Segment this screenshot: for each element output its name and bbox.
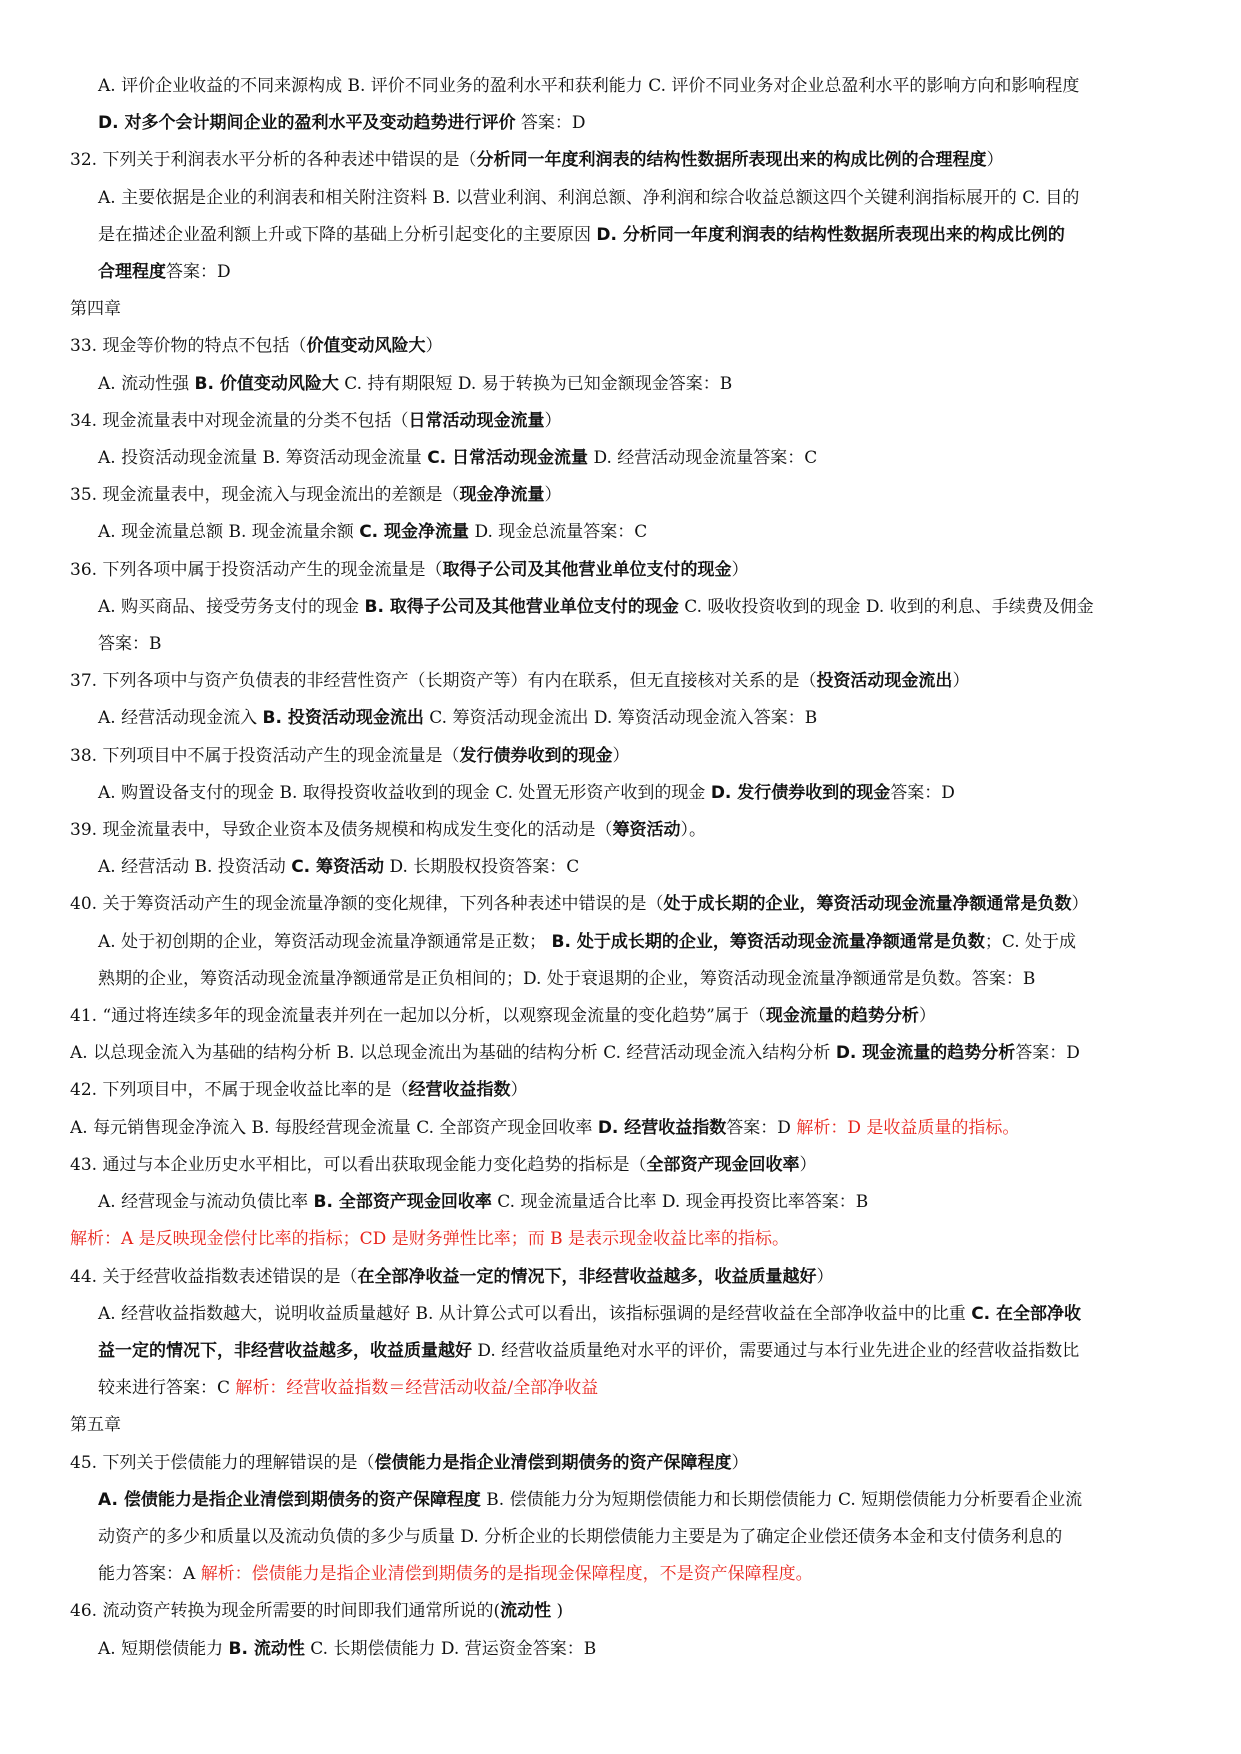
question-text: 第五章 bbox=[70, 1415, 121, 1436]
question-text: ） bbox=[986, 150, 1004, 171]
answer-text: 分析同一年度利润表的结构性数据所表现出来的构成比例的合理程度 bbox=[476, 150, 987, 171]
text-line bbox=[70, 1445, 1180, 1482]
question-text: C. 持有期限短 D. 易于转换为已知金额现金答案：B bbox=[338, 373, 733, 394]
question-text: A. 经营现金与流动负债比率 bbox=[98, 1192, 314, 1213]
question-text: 答案：B bbox=[98, 634, 162, 655]
text-line bbox=[70, 68, 1180, 105]
text-line bbox=[70, 886, 1180, 923]
question-text: ） bbox=[731, 1452, 749, 1473]
question-text: ） bbox=[544, 410, 562, 431]
answer-text: A. 偿债能力是指企业清偿到期债务的资产保障程度 bbox=[98, 1489, 481, 1510]
question-text: ） bbox=[952, 671, 970, 692]
question-text: 42. 下列项目中，不属于现金收益比率的是（ bbox=[70, 1080, 409, 1101]
text-line bbox=[70, 291, 1180, 328]
question-text: A. 处于初创期的企业，筹资活动现金流量净额通常是正数； bbox=[98, 931, 552, 952]
text-line bbox=[70, 1333, 1180, 1370]
answer-text: C. 在全部净收 bbox=[971, 1303, 1082, 1324]
answer-text: B. 取得子公司及其他营业单位支付的现金 bbox=[364, 596, 679, 617]
question-text: 45. 下列关于偿债能力的理解错误的是（ bbox=[70, 1452, 375, 1473]
question-text: A. 经营活动 B. 投资活动 bbox=[98, 857, 292, 878]
text-line bbox=[70, 477, 1180, 514]
answer-text: B. 流动性 bbox=[228, 1638, 305, 1659]
text-line bbox=[70, 1519, 1180, 1556]
question-text: A. 主要依据是企业的利润表和相关附注资料 B. 以营业利润、利润总额、净利润和综合收益总额这四个关键利润指标展开的 C. 目的 bbox=[98, 187, 1080, 208]
answer-text: 现金流量的趋势分析 bbox=[765, 1006, 919, 1027]
question-text: A. 评价企业收益的不同来源构成 B. 评价不同业务的盈利水平和获利能力 C. 评价不同业务对企业总盈利水平的影响方向和影响程度 bbox=[98, 76, 1080, 96]
text-line bbox=[70, 738, 1180, 775]
text-line bbox=[70, 1407, 1180, 1444]
text-line bbox=[70, 328, 1180, 365]
question-text: ；C. 处于成 bbox=[984, 931, 1077, 952]
answer-text: 益一定的情况下，非经营收益越多，收益质量越好 bbox=[98, 1340, 472, 1361]
text-line bbox=[70, 217, 1180, 254]
answer-text: C. 筹资活动 bbox=[291, 857, 385, 878]
text-line bbox=[70, 663, 1180, 700]
text-line bbox=[70, 812, 1180, 849]
text-line bbox=[70, 1370, 1180, 1407]
question-text: A. 投资活动现金流量 B. 筹资活动现金流量 bbox=[98, 448, 428, 469]
question-text: 38. 下列项目中不属于投资活动产生的现金流量是（ bbox=[70, 745, 460, 766]
question-text: A. 经营收益指数越大，说明收益质量越好 B. 从计算公式可以看出，该指标强调的是经营收益在全部净收益中的比重 bbox=[98, 1303, 972, 1324]
question-text: ) bbox=[551, 1601, 564, 1622]
text-line bbox=[70, 1631, 1180, 1668]
question-text: 43. 通过与本企业历史水平相比，可以看出获取现金能力变化趋势的指标是（ bbox=[70, 1154, 647, 1175]
answer-text: B. 价值变动风险大 bbox=[194, 373, 339, 394]
answer-text: C. 日常活动现金流量 bbox=[427, 448, 589, 469]
answer-text: 筹资活动 bbox=[612, 820, 681, 841]
text-line bbox=[70, 142, 1180, 179]
text-line bbox=[70, 700, 1180, 737]
question-text: 35. 现金流量表中，现金流入与现金流出的差额是（ bbox=[70, 485, 460, 506]
question-text: ） bbox=[425, 336, 443, 357]
answer-text: D. 分析同一年度利润表的结构性数据所表现出来的构成比例的 bbox=[596, 224, 1065, 245]
text-line bbox=[70, 589, 1180, 626]
answer-text: 发行债券收到的现金 bbox=[459, 745, 613, 766]
question-text: C. 现金流量适合比率 D. 现金再投资比率答案：B bbox=[491, 1192, 869, 1213]
question-text: A. 现金流量总额 B. 现金流量余额 bbox=[98, 522, 360, 543]
question-text: A. 购买商品、接受劳务支付的现金 bbox=[98, 596, 365, 617]
explanation-text: 解析：A 是反映现金偿付比率的指标；CD 是财务弹性比率；而 B 是表示现金收益比率的指标。 bbox=[70, 1229, 790, 1250]
answer-text: 现金净流量 bbox=[459, 485, 545, 506]
question-text: 46. 流动资产转换为现金所需要的时间即我们通常所说的( bbox=[70, 1601, 501, 1622]
answer-text: C. 现金净流量 bbox=[359, 522, 470, 543]
answer-text: D. 现金流量的趋势分析 bbox=[835, 1043, 1016, 1064]
question-text: ） bbox=[612, 745, 630, 766]
question-text: 能力答案：A bbox=[98, 1564, 201, 1585]
answer-text: 在全部净收益一定的情况下，非经营收益越多，收益质量越好 bbox=[357, 1266, 817, 1287]
question-text: 33. 现金等价物的特点不包括（ bbox=[70, 336, 307, 357]
text-line bbox=[70, 1259, 1180, 1296]
text-line bbox=[70, 1147, 1180, 1184]
question-text: 是在描述企业盈利额上升或下降的基础上分析引起变化的主要原因 bbox=[98, 224, 597, 245]
question-text: 37. 下列各项中与资产负债表的非经营性资产（长期资产等）有内在联系，但无直接核对关系的是（ bbox=[70, 671, 817, 692]
answer-text: D. 发行债券收到的现金 bbox=[710, 782, 891, 803]
text-line bbox=[70, 1035, 1180, 1072]
text-line bbox=[70, 254, 1180, 291]
text-line bbox=[70, 403, 1180, 440]
question-text: ） bbox=[799, 1154, 817, 1175]
text-line bbox=[70, 440, 1180, 477]
question-text: D. 经营活动现金流量答案：C bbox=[588, 448, 818, 469]
question-text: 答案：D bbox=[515, 113, 586, 134]
answer-text: 投资活动现金流出 bbox=[816, 671, 953, 692]
answer-text: 流动性 bbox=[500, 1601, 552, 1622]
question-text: 32. 下列关于利润表水平分析的各种表述中错误的是（ bbox=[70, 150, 477, 171]
text-line bbox=[70, 924, 1180, 961]
question-text: 答案：D bbox=[1015, 1043, 1080, 1064]
question-text: A. 经营活动现金流入 bbox=[98, 708, 263, 729]
question-text: ） bbox=[731, 559, 749, 580]
text-line bbox=[70, 1221, 1180, 1258]
text-line bbox=[70, 1184, 1180, 1221]
text-line bbox=[70, 961, 1180, 998]
question-text: C. 筹资活动现金流出 D. 筹资活动现金流入答案：B bbox=[423, 708, 818, 729]
question-text: C. 吸收投资收到的现金 D. 收到的利息、手续费及佣金 bbox=[678, 596, 1094, 617]
answer-text: B. 全部资产现金回收率 bbox=[313, 1192, 492, 1213]
question-text: ）。 bbox=[680, 820, 706, 841]
question-text: 39. 现金流量表中，导致企业资本及债务规模和构成发生变化的活动是（ bbox=[70, 820, 613, 841]
question-text: 41. “通过将连续多年的现金流量表并列在一起加以分析，以观察现金流量的变化趋势”属于（ bbox=[70, 1006, 766, 1027]
answer-text: B. 处于成长期的企业，筹资活动现金流量净额通常是负数 bbox=[551, 931, 985, 952]
answer-text: 合理程度 bbox=[98, 262, 166, 283]
question-text: C. 长期偿债能力 D. 营运资金答案：B bbox=[304, 1638, 597, 1659]
question-text: 40. 关于筹资活动产生的现金流量净额的变化规律，下列各种表述中错误的是（ bbox=[70, 894, 664, 915]
text-line bbox=[70, 998, 1180, 1035]
text-line bbox=[70, 552, 1180, 589]
question-text: A. 短期偿债能力 bbox=[98, 1638, 229, 1659]
question-text: 第四章 bbox=[70, 299, 121, 320]
text-line bbox=[70, 180, 1180, 217]
answer-text: D. 经营收益指数 bbox=[597, 1117, 727, 1138]
answer-text: 取得子公司及其他营业单位支付的现金 bbox=[442, 559, 732, 580]
question-text: 答案：D bbox=[166, 262, 231, 283]
answer-text: B. 投资活动现金流出 bbox=[262, 708, 424, 729]
question-text: A. 每元销售现金净流入 B. 每股经营现金流量 C. 全部资产现金回收率 bbox=[70, 1117, 598, 1138]
answer-text: D. 对多个会计期间企业的盈利水平及变动趋势进行评价 bbox=[98, 113, 516, 134]
text-line bbox=[70, 105, 1180, 142]
text-line bbox=[70, 849, 1180, 886]
question-text: A. 购置设备支付的现金 B. 取得投资收益收到的现金 C. 处置无形资产收到的现金 bbox=[98, 782, 711, 803]
question-text: ） bbox=[544, 485, 562, 506]
answer-text: 偿债能力是指企业清偿到期债务的资产保障程度 bbox=[374, 1452, 732, 1473]
question-text: 答案：D bbox=[726, 1117, 797, 1138]
answer-text: 处于成长期的企业，筹资活动现金流量净额通常是负数 bbox=[663, 894, 1072, 915]
question-text: D. 经营收益质量绝对水平的评价，需要通过与本行业先进企业的经营收益指数比 bbox=[472, 1340, 1080, 1361]
question-text: 较来进行答案：C bbox=[98, 1378, 236, 1399]
question-text: ） bbox=[510, 1080, 528, 1101]
question-text: 34. 现金流量表中对现金流量的分类不包括（ bbox=[70, 410, 409, 431]
question-text: A. 流动性强 bbox=[98, 373, 195, 394]
question-text: D. 现金总流量答案：C bbox=[469, 522, 648, 543]
explanation-text: 解析：偿债能力是指企业清偿到期债务的是指现金保障程度，不是资产保障程度。 bbox=[200, 1564, 813, 1585]
text-line bbox=[70, 514, 1180, 551]
question-text: D. 长期股权投资答案：C bbox=[384, 857, 580, 878]
answer-text: 全部资产现金回收率 bbox=[646, 1154, 800, 1175]
text-line bbox=[70, 626, 1180, 663]
answer-text: 价值变动风险大 bbox=[306, 336, 426, 357]
question-text: 44. 关于经营收益指数表述错误的是（ bbox=[70, 1266, 358, 1287]
text-line bbox=[70, 1556, 1180, 1593]
explanation-text: 解析：经营收益指数＝经营活动收益/全部净收益 bbox=[235, 1378, 599, 1399]
text-line bbox=[70, 1072, 1180, 1109]
question-text: 36. 下列各项中属于投资活动产生的现金流量是（ bbox=[70, 559, 443, 580]
answer-text: 经营收益指数 bbox=[408, 1080, 511, 1101]
question-text: ） bbox=[918, 1006, 936, 1027]
question-text: A. 以总现金流入为基础的结构分析 B. 以总现金流出为基础的结构分析 C. 经营活动现金流入结构分析 bbox=[70, 1043, 836, 1064]
text-line bbox=[70, 1110, 1180, 1147]
question-text: B. 偿债能力分为短期偿债能力和长期偿债能力 C. 短期偿债能力分析要看企业流 bbox=[480, 1489, 1083, 1510]
text-line bbox=[70, 1296, 1180, 1333]
question-text: 答案：D bbox=[890, 782, 955, 803]
document-page bbox=[70, 68, 1180, 1668]
question-text: 动资产的多少和质量以及流动负债的多少与质量 D. 分析企业的长期偿债能力主要是为了确定企业偿还债务本金和支付债务利息的 bbox=[98, 1526, 1063, 1547]
question-text: 熟期的企业，筹资活动现金流量净额通常是正负相间的；D. 处于衰退期的企业，筹资活动现金流量净额通常是负数。答案：B bbox=[98, 968, 1036, 989]
explanation-text: 解析：D 是收益质量的指标。 bbox=[796, 1117, 1020, 1138]
text-line bbox=[70, 1482, 1180, 1519]
question-text: ） bbox=[1071, 894, 1089, 915]
question-text: ） bbox=[816, 1266, 834, 1287]
answer-text: 日常活动现金流量 bbox=[408, 410, 545, 431]
text-line bbox=[70, 366, 1180, 403]
text-line bbox=[70, 775, 1180, 812]
text-line bbox=[70, 1593, 1180, 1630]
